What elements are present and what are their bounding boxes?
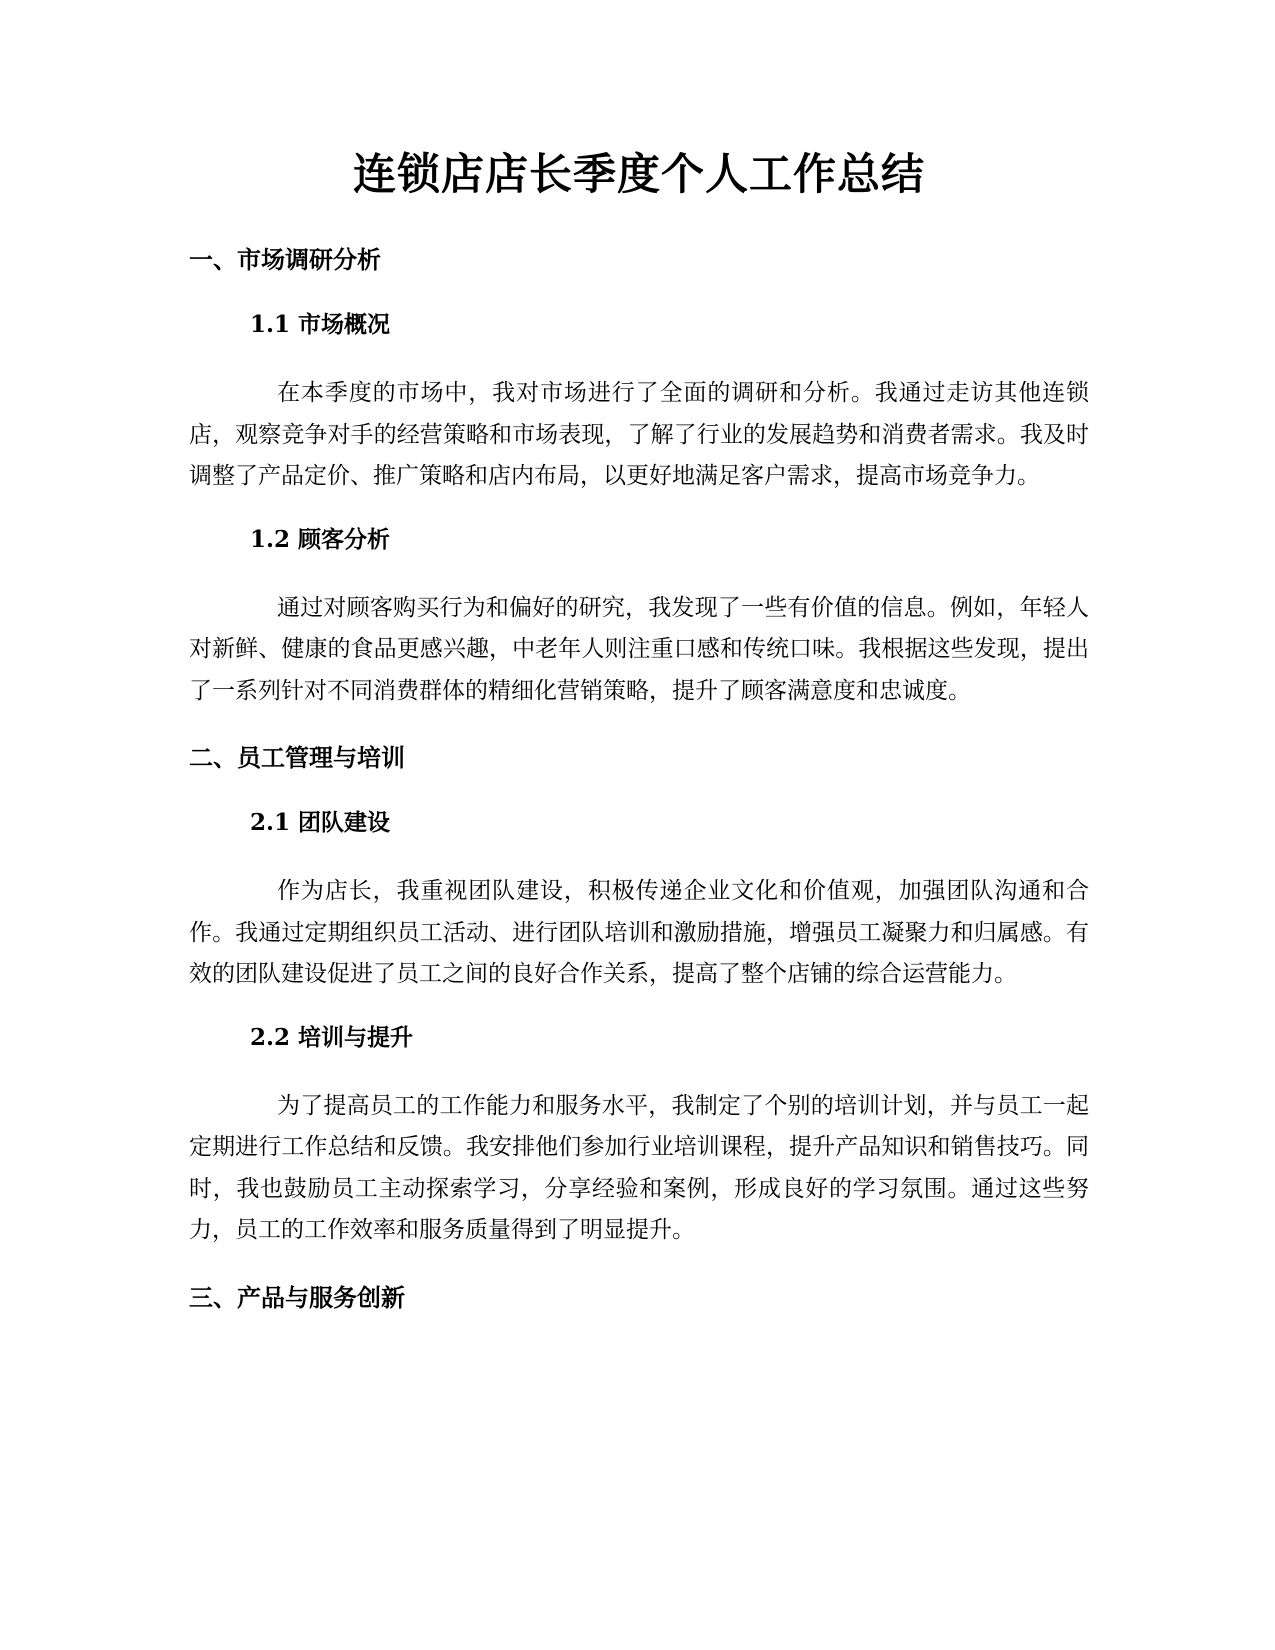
paragraph-2-1: 作为店长，我重视团队建设，积极传递企业文化和价值观，加强团队沟通和合作。我通过定期组织员工活动、进行团队培训和激励措施，增强员工凝聚力和归属感。有效的团队建设促进了员工之间的良好合作关系，提高了整个店铺的综合运营能力。 [189, 878, 1089, 987]
subsection-heading-2-1: 2.1 团队建设 [250, 809, 391, 836]
document-body [189, 145, 1089, 1315]
document-title: 连锁店店长季度个人工作总结 [353, 150, 925, 200]
subsection-heading-1-2: 1.2 顾客分析 [250, 525, 391, 553]
section-heading-1: 一、市场调研分析 [189, 246, 381, 274]
section-heading-2: 二、员工管理与培训 [189, 744, 405, 772]
paragraph-1-2: 通过对顾客购买行为和偏好的研究，我发现了一些有价值的信息。例如，年轻人对新鲜、健康的食品更感兴趣，中老年人则注重口感和传统口味。我根据这些发现，提出了一系列针对不同消费群体的精细化营销策略，提升了顾客满意度和忠诚度。 [189, 594, 1089, 704]
paragraph-1-1: 在本季度的市场中，我对市场进行了全面的调研和分析。我通过走访其他连锁店，观察竞争对手的经营策略和市场表现，了解了行业的发展趋势和消费者需求。我及时调整了产品定价、推广策略和店内布局，以更好地满足客户需求，提高市场竞争力。 [189, 380, 1089, 489]
subsection-heading-2-2: 2.2 培训与提升 [250, 1023, 414, 1051]
paragraph-2-2: 为了提高员工的工作能力和服务水平，我制定了个别的培训计划，并与员工一起定期进行工作总结和反馈。我安排他们参加行业培训课程，提升产品知识和销售技巧。同时，我也鼓励员工主动探索学习，分享经验和案例，形成良好的学习氛围。通过这些努力，员工的工作效率和服务质量得到了明显提升。 [189, 1092, 1089, 1243]
section-heading-3: 三、产品与服务创新 [189, 1283, 405, 1312]
subsection-heading-1-1: 1.1 市场概况 [250, 311, 391, 338]
